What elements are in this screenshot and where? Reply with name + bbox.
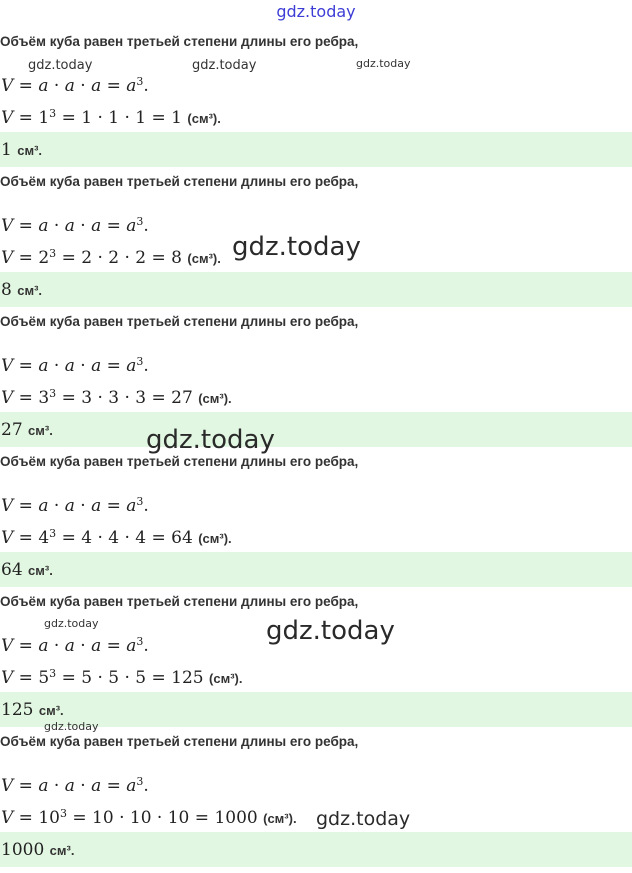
cube-volume-formula: $V = a \cdot a \cdot a = a^3$. [1, 215, 149, 236]
rule-text: Объём куба равен третьей степени длины его ребра, [0, 34, 359, 49]
volume-calculation: $V = 4^3 = 4 \cdot 4 \cdot 4 = 64$ (см³). [1, 527, 232, 548]
rule-text: Объём куба равен третьей степени длины его ребра, [0, 314, 359, 329]
watermark: gdz.today [356, 57, 411, 70]
solution-block-1 [0, 33, 632, 173]
answer-box [0, 412, 632, 447]
volume-calculation: $V = 10^3 = 10 \cdot 10 \cdot 10 = 1000$ (см³). [1, 807, 297, 828]
answer-box [0, 272, 632, 307]
watermark: gdz.today [266, 616, 395, 646]
watermark: gdz.today [44, 617, 99, 630]
answer-value: 8 см³. [1, 280, 43, 300]
volume-calculation: $V = 2^3 = 2 \cdot 2 \cdot 2 = 8$ (см³). [1, 247, 221, 268]
cube-volume-formula: $V = a \cdot a \cdot a = a^3$. [1, 775, 149, 796]
watermark: gdz.today [44, 720, 99, 733]
volume-calculation: $V = 3^3 = 3 \cdot 3 \cdot 3 = 27$ (см³). [1, 387, 232, 408]
cube-volume-formula: $V = a \cdot a \cdot a = a^3$. [1, 75, 149, 96]
rule-text: Объём куба равен третьей степени длины его ребра, [0, 174, 359, 189]
volume-calculation: $V = 5^3 = 5 \cdot 5 \cdot 5 = 125$ (см³). [1, 667, 243, 688]
watermark: gdz.today [316, 808, 411, 830]
rule-text: Объём куба равен третьей степени длины его ребра, [0, 734, 359, 749]
answer-box [0, 132, 632, 167]
watermark: gdz.today [28, 58, 93, 73]
solution-block-6 [0, 733, 632, 873]
solution-block-3 [0, 313, 632, 453]
watermark: gdz.today [232, 232, 361, 262]
answer-box [0, 552, 632, 587]
cube-volume-formula: $V = a \cdot a \cdot a = a^3$. [1, 635, 149, 656]
answer-box [0, 692, 632, 727]
answer-box [0, 832, 632, 867]
answer-value: 27 см³. [1, 420, 53, 440]
solution-block-4 [0, 453, 632, 593]
site-logo[interactable]: gdz.today [276, 2, 356, 21]
cube-volume-formula: $V = a \cdot a \cdot a = a^3$. [1, 355, 149, 376]
answer-value: 125 см³. [1, 700, 64, 720]
solution-block-5 [0, 593, 632, 733]
watermark: gdz.today [146, 425, 275, 455]
solution-block-2 [0, 173, 632, 313]
rule-text: Объём куба равен третьей степени длины его ребра, [0, 454, 359, 469]
watermark: gdz.today [192, 58, 257, 73]
cube-volume-formula: $V = a \cdot a \cdot a = a^3$. [1, 495, 149, 516]
answer-value: 64 см³. [1, 560, 53, 580]
answer-value: 1000 см³. [1, 840, 75, 860]
answer-value: 1 см³. [1, 140, 43, 160]
solution-content [0, 33, 632, 873]
volume-calculation: $V = 1^3 = 1 \cdot 1 \cdot 1 = 1$ (см³). [1, 107, 221, 128]
rule-text: Объём куба равен третьей степени длины его ребра, [0, 594, 359, 609]
